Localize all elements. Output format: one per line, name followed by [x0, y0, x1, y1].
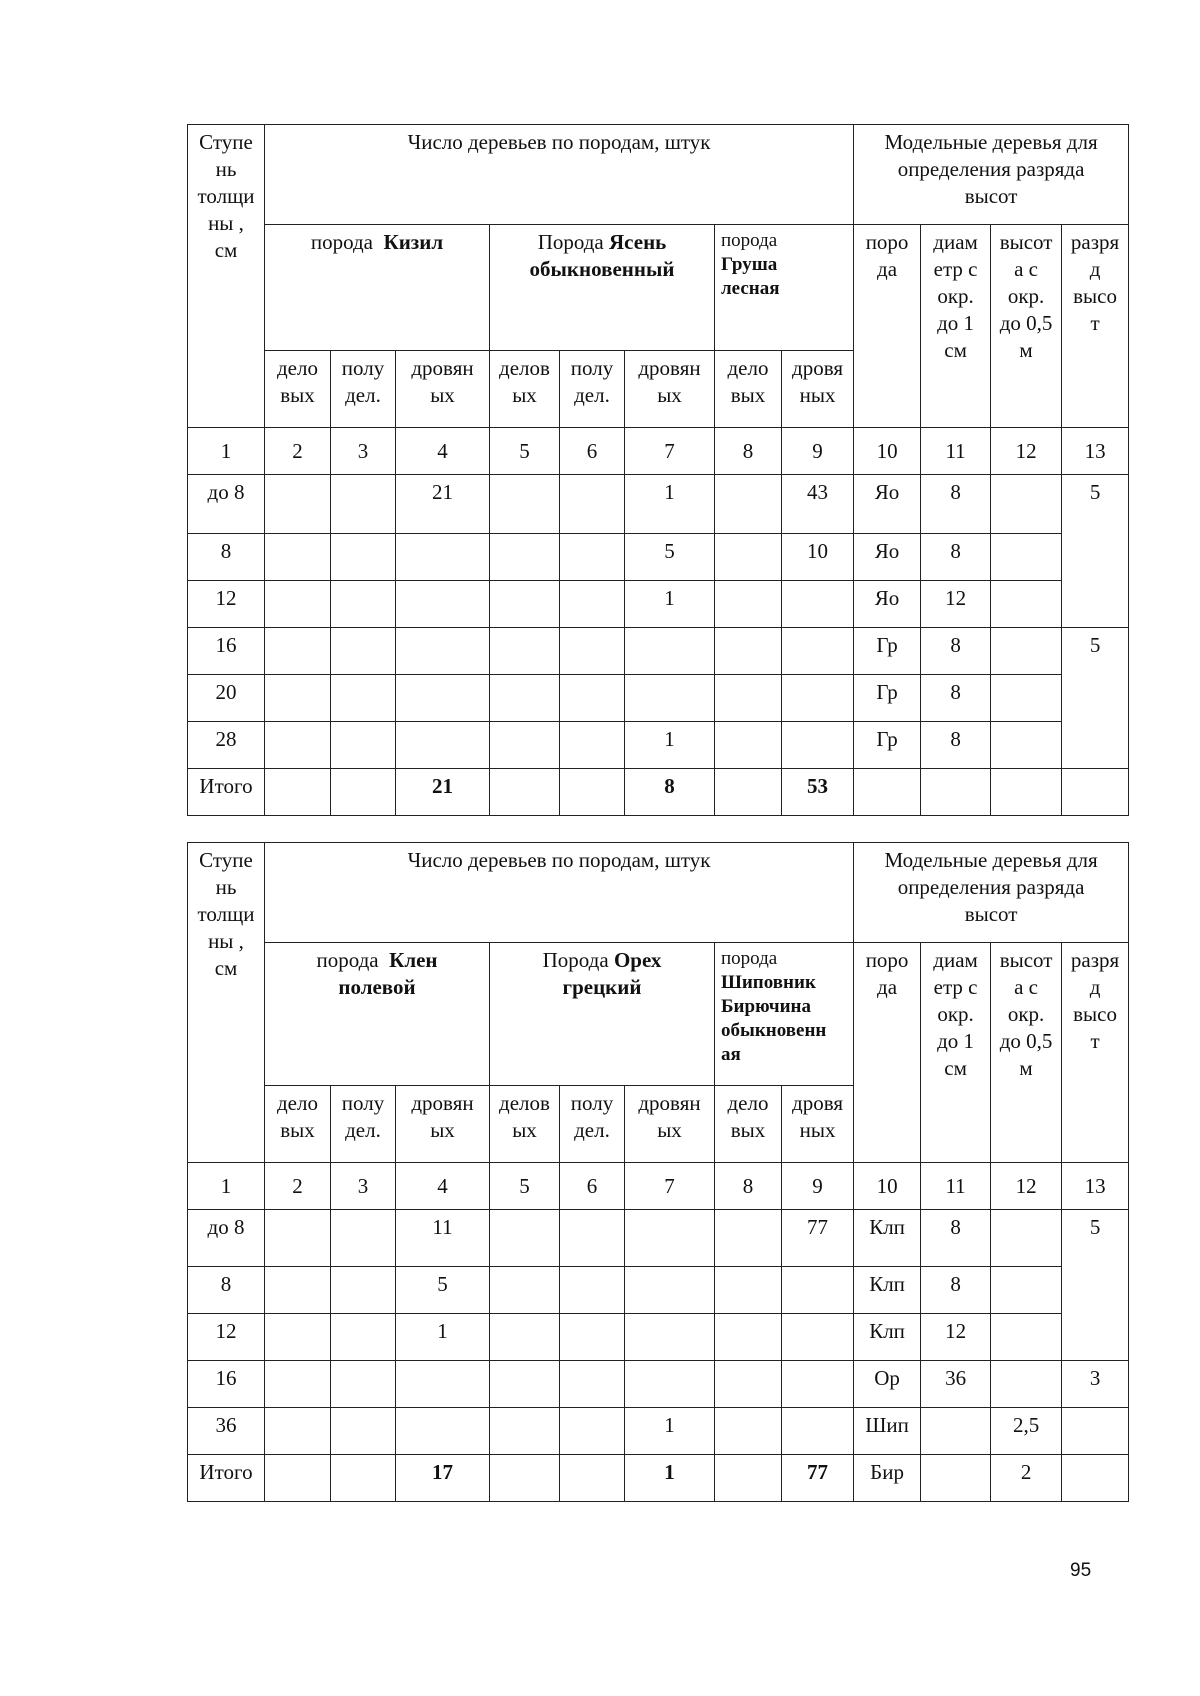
sub-header-business: дело вых	[715, 1086, 782, 1163]
cell-model-species: Яо	[854, 581, 921, 628]
col-number: 4	[396, 1163, 490, 1210]
cell-height-class: 5	[1062, 628, 1129, 769]
sub-header-semi: полу дел.	[560, 351, 625, 428]
cell-model-diameter: 8	[921, 1267, 991, 1314]
cell-model-height	[991, 1267, 1062, 1314]
cell-total: 1	[625, 1455, 715, 1502]
sub-header-semi: полу дел.	[560, 1086, 625, 1163]
cell-model-species: Бир	[854, 1455, 921, 1502]
col-number: 1	[188, 428, 265, 475]
cell-model-species: Клп	[854, 1314, 921, 1361]
col-number: 9	[782, 428, 854, 475]
cell-model-diameter: 12	[921, 581, 991, 628]
cell-step: 20	[188, 675, 265, 722]
cell-model-height	[991, 675, 1062, 722]
cell-model-height	[991, 1210, 1062, 1267]
cell-step: 8	[188, 1267, 265, 1314]
col-number: 11	[921, 428, 991, 475]
cell-model-diameter	[921, 1408, 991, 1455]
cell-model-height	[991, 769, 1062, 816]
cell-model-diameter: 8	[921, 675, 991, 722]
sub-header-firewood: дровян ых	[396, 1086, 490, 1163]
cell-value	[396, 581, 490, 628]
cell-value	[396, 722, 490, 769]
cell-value	[625, 1314, 715, 1361]
header-model-height: высот а с окр. до 0,5 м	[991, 943, 1062, 1163]
cell-value: 43	[782, 475, 854, 534]
header-model-height-class: разря д высо т	[1062, 225, 1129, 428]
cell-model-diameter: 8	[921, 475, 991, 534]
cell-model-diameter: 8	[921, 722, 991, 769]
cell-value	[625, 1210, 715, 1267]
col-number: 6	[560, 1163, 625, 1210]
cell-total: 21	[396, 769, 490, 816]
cell-model-species: Шип	[854, 1408, 921, 1455]
cell-value	[782, 628, 854, 675]
header-tree-count: Число деревьев по породам, штук	[265, 843, 854, 943]
cell-model-diameter: 8	[921, 628, 991, 675]
sub-header-firewood: дровя ных	[782, 1086, 854, 1163]
col-number: 9	[782, 1163, 854, 1210]
header-species-3: порода Груша лесная	[715, 225, 854, 351]
col-number: 4	[396, 428, 490, 475]
header-tree-count: Число деревьев по породам, штук	[265, 125, 854, 225]
header-species-3: порода Шиповник Бирючина обыкновенн ая	[715, 943, 854, 1086]
cell-value	[396, 1361, 490, 1408]
cell-height-class: 5	[1062, 475, 1129, 628]
col-number: 13	[1062, 1163, 1129, 1210]
sub-header-firewood: дровян ых	[625, 1086, 715, 1163]
table-row	[188, 1361, 1129, 1408]
cell-model-height	[991, 628, 1062, 675]
cell-value: 5	[625, 534, 715, 581]
table-row	[188, 475, 1129, 534]
cell-model-species: Ор	[854, 1361, 921, 1408]
cell-model-species: Клп	[854, 1210, 921, 1267]
table-row	[188, 1210, 1129, 1267]
cell-model-species: Гр	[854, 675, 921, 722]
cell-height-class: 5	[1062, 1210, 1129, 1361]
cell-model-height: 2,5	[991, 1408, 1062, 1455]
column-number-row	[188, 428, 1129, 475]
cell-step: до 8	[188, 1210, 265, 1267]
header-model-height-class: разря д высо т	[1062, 943, 1129, 1163]
col-number: 3	[331, 428, 396, 475]
col-number: 10	[854, 1163, 921, 1210]
table-row	[188, 722, 1129, 769]
header-model-height: высот а с окр. до 0,5 м	[991, 225, 1062, 428]
sub-header-business: дело вых	[265, 1086, 331, 1163]
table-row	[188, 1267, 1129, 1314]
col-number: 2	[265, 1163, 331, 1210]
cell-step: 8	[188, 534, 265, 581]
cell-value: 1	[625, 581, 715, 628]
cell-model-height	[991, 581, 1062, 628]
col-number: 8	[715, 1163, 782, 1210]
cell-step: 16	[188, 1361, 265, 1408]
col-number: 5	[490, 1163, 560, 1210]
col-number: 5	[490, 428, 560, 475]
cell-model-diameter: 12	[921, 1314, 991, 1361]
total-row	[188, 1455, 1129, 1502]
cell-value	[625, 1361, 715, 1408]
cell-model-species: Гр	[854, 722, 921, 769]
sub-header-business: делов ых	[490, 1086, 560, 1163]
cell-value	[625, 675, 715, 722]
cell-value: 1	[396, 1314, 490, 1361]
col-number: 8	[715, 428, 782, 475]
cell-value	[782, 1361, 854, 1408]
cell-value	[396, 675, 490, 722]
header-species-1: порода Клен полевой	[265, 943, 490, 1086]
cell-step: 28	[188, 722, 265, 769]
cell-model-height	[991, 534, 1062, 581]
header-thickness-step: Ступе нь толщи ны , см	[188, 843, 265, 1163]
cell-model-species: Яо	[854, 475, 921, 534]
sub-header-business: делов ых	[490, 351, 560, 428]
cell-value	[625, 628, 715, 675]
cell-value	[782, 675, 854, 722]
cell-value	[396, 534, 490, 581]
cell-step: 12	[188, 581, 265, 628]
header-model-species: поро да	[854, 943, 921, 1163]
cell-step: до 8	[188, 475, 265, 534]
col-number: 11	[921, 1163, 991, 1210]
header-model-diameter: диам етр с окр. до 1 см	[921, 943, 991, 1163]
sub-header-firewood: дровян ых	[625, 351, 715, 428]
header-model-trees: Модельные деревья для определения разряда высот	[854, 125, 1129, 225]
header-model-trees: Модельные деревья для определения разряда высот	[854, 843, 1129, 943]
cell-model-diameter: 8	[921, 1210, 991, 1267]
table-row	[188, 581, 1129, 628]
cell-value	[782, 1267, 854, 1314]
cell-model-height	[991, 1314, 1062, 1361]
cell-value: 1	[625, 1408, 715, 1455]
sub-header-firewood: дровян ых	[396, 351, 490, 428]
cell-model-height	[991, 475, 1062, 534]
col-number: 1	[188, 1163, 265, 1210]
column-number-row	[188, 1163, 1129, 1210]
sub-header-firewood: дровя ных	[782, 351, 854, 428]
cell-total: 53	[782, 769, 854, 816]
cell-total: 8	[625, 769, 715, 816]
cell-step: 16	[188, 628, 265, 675]
cell-model-species	[854, 769, 921, 816]
cell-model-species: Гр	[854, 628, 921, 675]
cell-total: 17	[396, 1455, 490, 1502]
cell-total-label: Итого	[188, 1455, 265, 1502]
cell-step: 36	[188, 1408, 265, 1455]
cell-model-species: Клп	[854, 1267, 921, 1314]
table-row	[188, 1314, 1129, 1361]
cell-model-height	[991, 722, 1062, 769]
cell-value: 77	[782, 1210, 854, 1267]
cell-model-height	[991, 1361, 1062, 1408]
cell-value	[396, 628, 490, 675]
col-number: 10	[854, 428, 921, 475]
sub-header-business: дело вых	[715, 351, 782, 428]
cell-value: 11	[396, 1210, 490, 1267]
cell-value	[782, 581, 854, 628]
cell-step: 12	[188, 1314, 265, 1361]
header-model-diameter: диам етр с окр. до 1 см	[921, 225, 991, 428]
cell-value	[396, 1408, 490, 1455]
col-number: 7	[625, 428, 715, 475]
header-thickness-step: Ступе нь толщи ны , см	[188, 125, 265, 428]
cell-model-species: Яо	[854, 534, 921, 581]
col-number: 2	[265, 428, 331, 475]
header-species-1: порода Кизил	[265, 225, 490, 351]
cell-value: 21	[396, 475, 490, 534]
cell-model-diameter: 36	[921, 1361, 991, 1408]
col-number: 12	[991, 428, 1062, 475]
cell-value	[782, 1314, 854, 1361]
header-species-2: Порода Ясень обыкновенный	[490, 225, 715, 351]
header-model-species: поро да	[854, 225, 921, 428]
col-number: 3	[331, 1163, 396, 1210]
col-number: 7	[625, 1163, 715, 1210]
cell-model-diameter: 8	[921, 534, 991, 581]
table-row	[188, 675, 1129, 722]
total-row	[188, 769, 1129, 816]
table-row	[188, 534, 1129, 581]
table-row	[188, 628, 1129, 675]
cell-value: 1	[625, 722, 715, 769]
sub-header-business: дело вых	[265, 351, 331, 428]
cell-value	[782, 1408, 854, 1455]
col-number: 12	[991, 1163, 1062, 1210]
col-number: 13	[1062, 428, 1129, 475]
cell-value	[625, 1267, 715, 1314]
cell-total: 77	[782, 1455, 854, 1502]
cell-value: 5	[396, 1267, 490, 1314]
cell-total-label: Итого	[188, 769, 265, 816]
sub-header-semi: полу дел.	[331, 351, 396, 428]
cell-value: 1	[625, 475, 715, 534]
header-species-2: Порода Орех грецкий	[490, 943, 715, 1086]
cell-height-class: 3	[1062, 1361, 1129, 1408]
page-number: 95	[1070, 1560, 1092, 1581]
col-number: 6	[560, 428, 625, 475]
tally-table-2	[187, 842, 1129, 1502]
cell-value: 10	[782, 534, 854, 581]
cell-model-height: 2	[991, 1455, 1062, 1502]
cell-value	[782, 722, 854, 769]
table-row	[188, 1408, 1129, 1455]
cell-height-class	[1062, 1408, 1129, 1455]
tally-table-1	[187, 124, 1129, 816]
sub-header-semi: полу дел.	[331, 1086, 396, 1163]
